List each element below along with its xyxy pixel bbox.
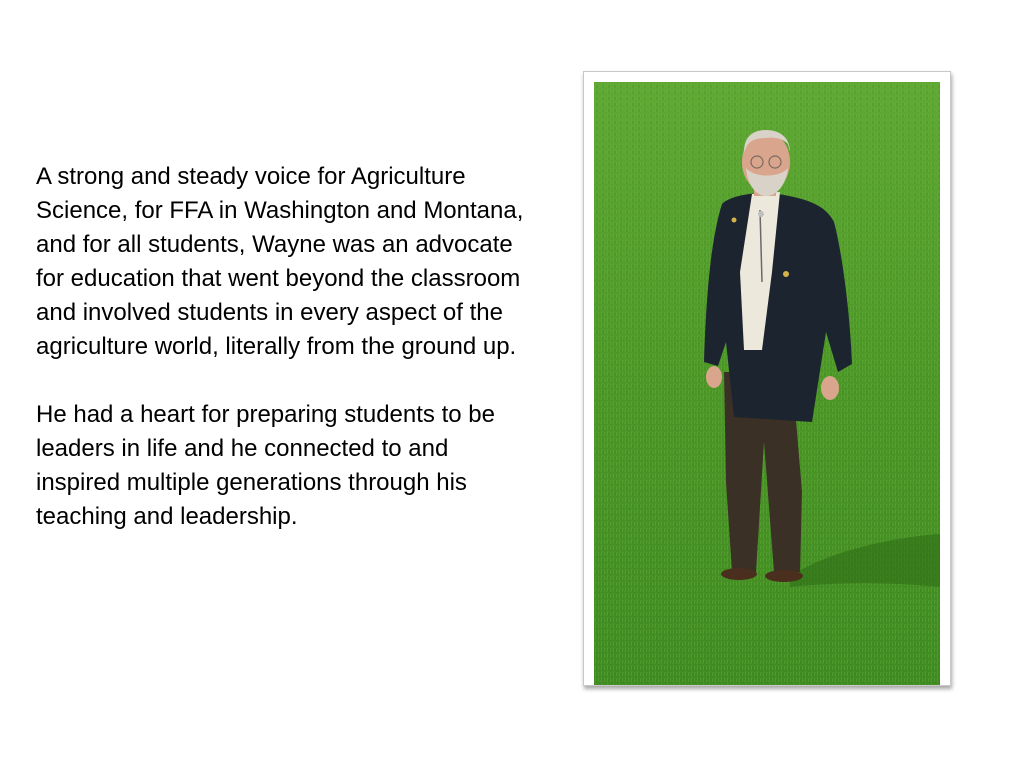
right-shoe (765, 570, 803, 582)
paragraph-leadership: He had a heart for preparing students to be leaders in life and he connected to and inspired multiple generations through his teaching and leadership. (36, 401, 495, 530)
left-shoe (721, 568, 757, 580)
left-hand (706, 366, 722, 388)
portrait-photo-frame (583, 71, 951, 686)
portrait-photo (594, 82, 940, 685)
right-hand (821, 376, 839, 400)
paragraph-advocate: A strong and steady voice for Agriculture Science, for FFA in Washington and Montana, and for all students, Wayne was an advocate for education that went beyond the classroom and involved students in every aspect of the agriculture world, literally from the ground up. (36, 163, 524, 360)
tribute-text (36, 160, 526, 534)
